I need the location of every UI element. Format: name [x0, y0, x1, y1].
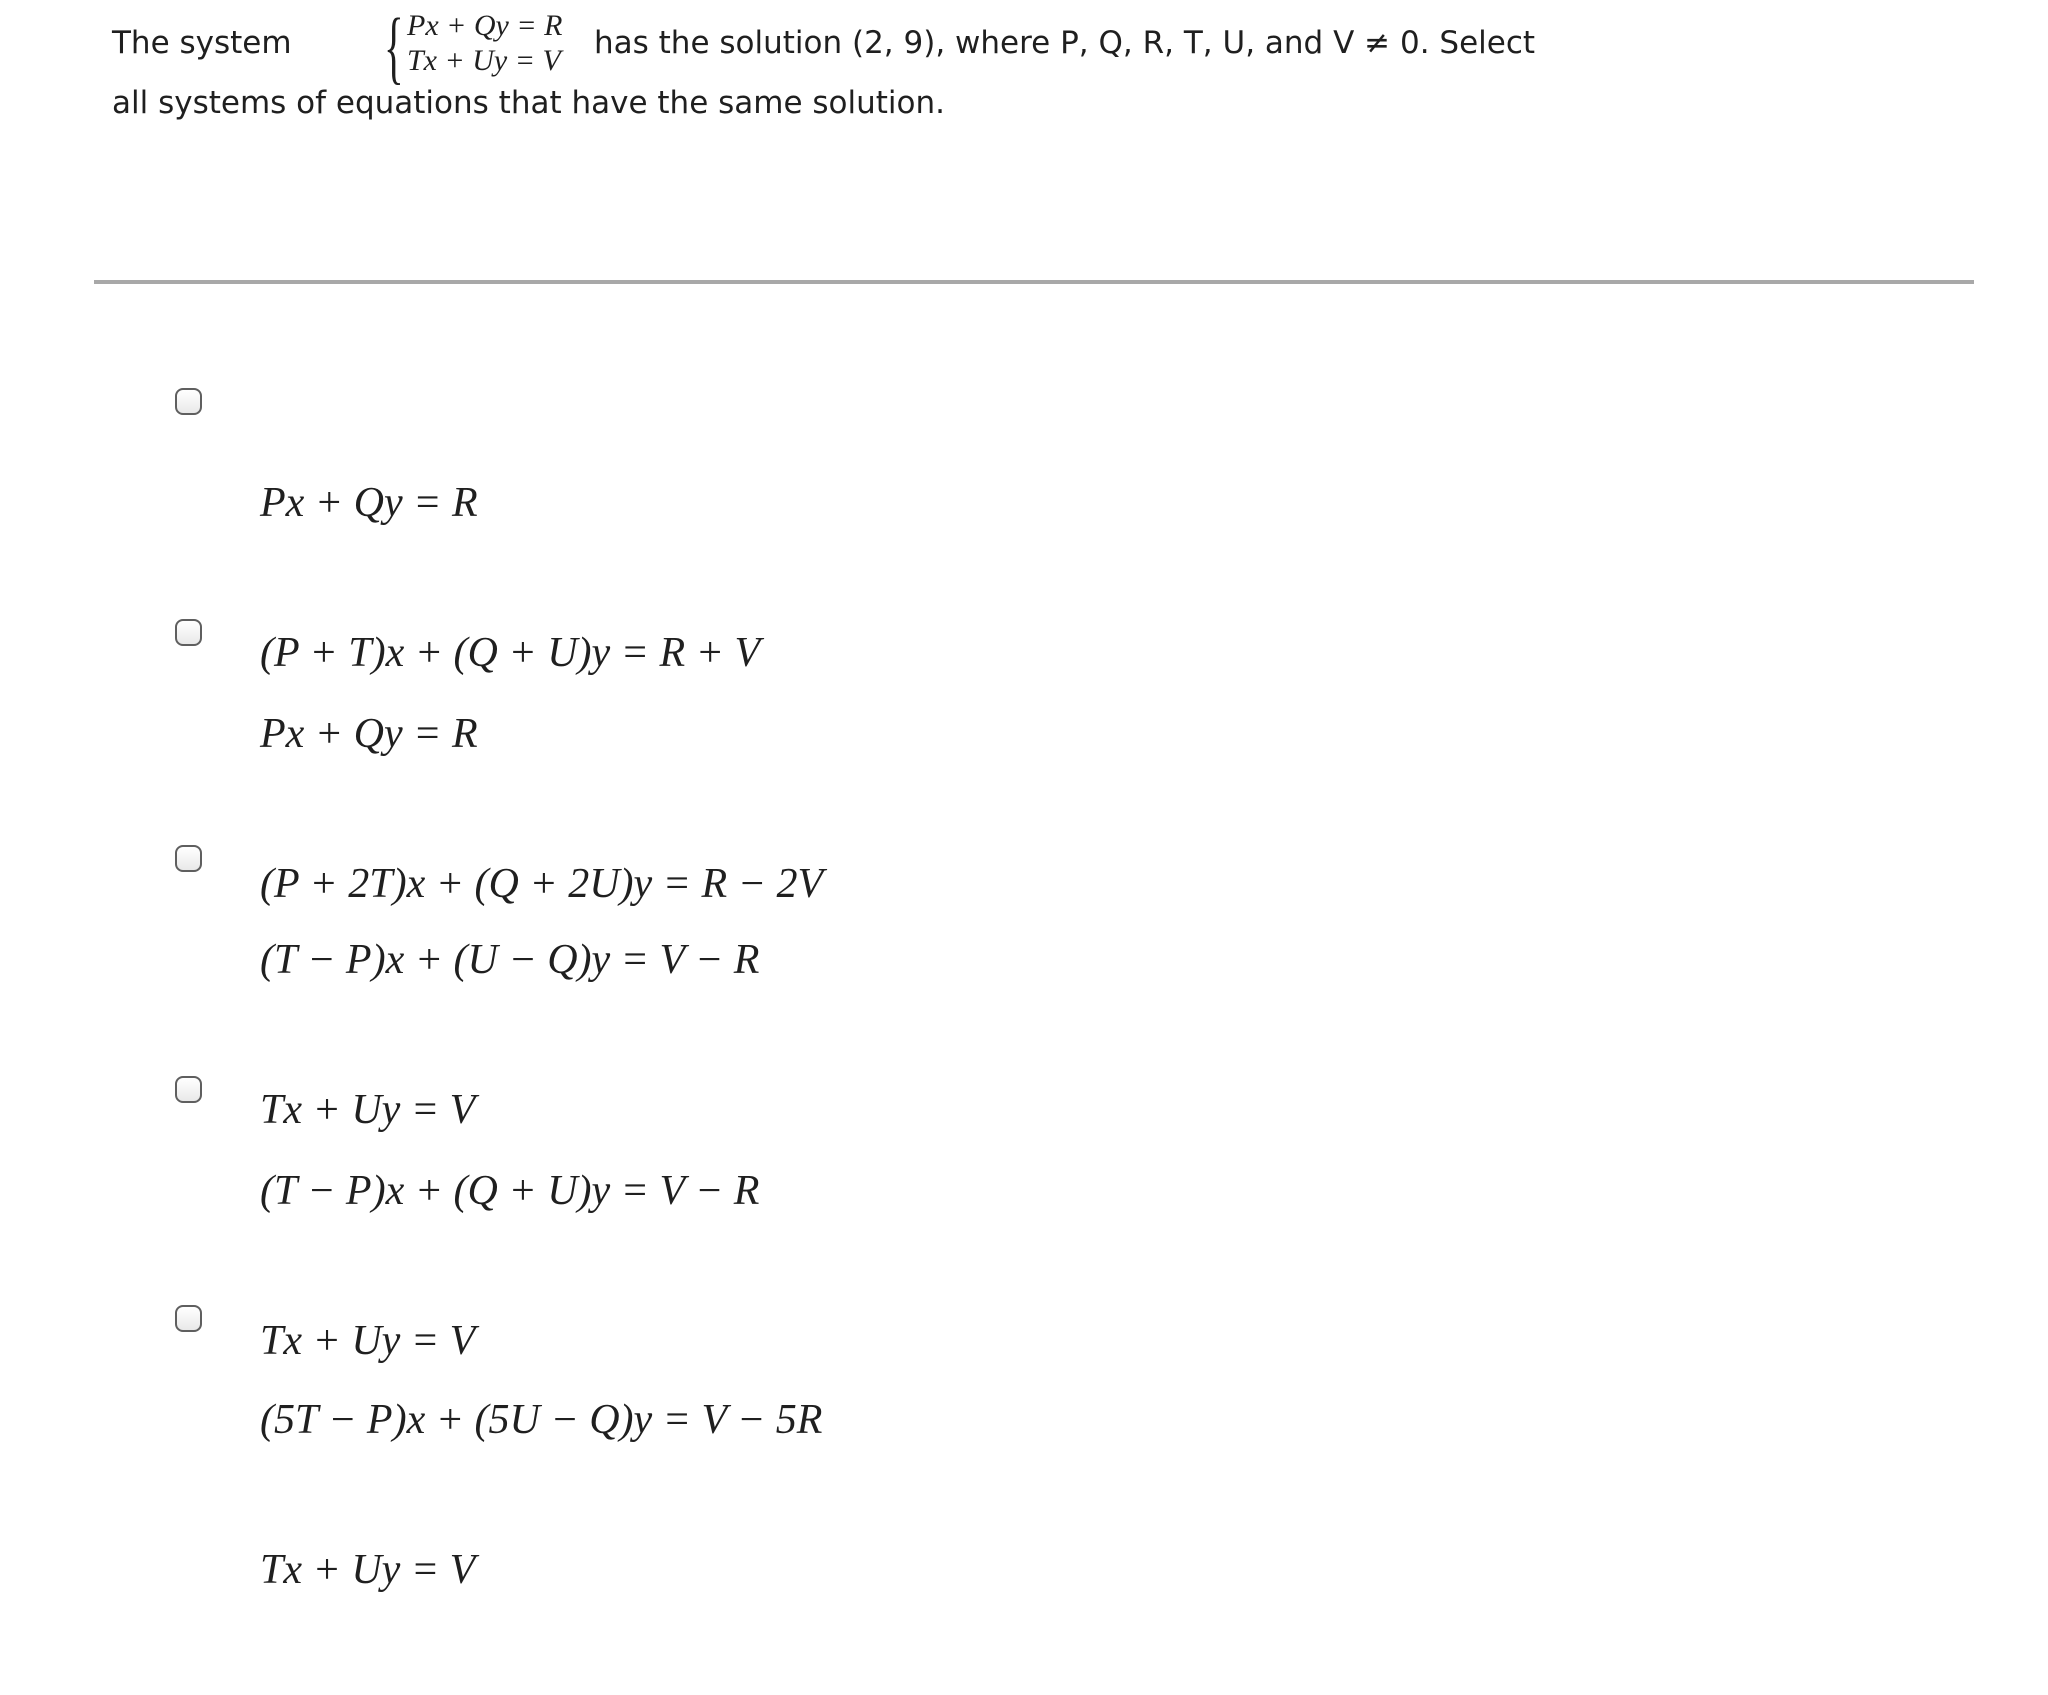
answer-option-4[interactable] [175, 1066, 1375, 1364]
divider [94, 280, 1974, 284]
option-equation-1: (T − P)x + (Q + U)y = V − R [260, 1168, 760, 1214]
option-equation-2: (P + 2T)x + (Q + 2U)y = R − 2V [260, 861, 824, 907]
left-brace: { [384, 1, 404, 92]
option-equation-2: Tx + Uy = V [260, 1547, 476, 1593]
checkbox[interactable] [175, 619, 202, 646]
answer-option-3[interactable] [175, 835, 1375, 1133]
question-tail: has the solution (2, 9), where P, Q, R, T, U, and V ≠ 0. Select [594, 25, 1536, 61]
question-line-2: all systems of equations that have the same solution. [112, 85, 946, 121]
given-equation-1: Px + Qy = R [407, 9, 563, 42]
answer-option-5[interactable] [175, 1295, 1375, 1593]
question-lead: The system [112, 25, 292, 61]
question-line-1 [112, 1, 2012, 92]
option-equation-1: (T − P)x + (U − Q)y = V − R [260, 937, 760, 983]
answer-option-1[interactable] [175, 378, 1375, 676]
option-equation-1: (5T − P)x + (5U − Q)y = V − 5R [260, 1397, 823, 1443]
question-prompt [112, 1, 2012, 123]
option-equations [260, 1295, 822, 1695]
checkbox[interactable] [175, 388, 202, 415]
checkbox[interactable] [175, 1076, 202, 1103]
given-system [407, 8, 562, 78]
checkbox[interactable] [175, 1305, 202, 1332]
answer-option-2[interactable] [175, 609, 1375, 907]
option-equation-1: Px + Qy = R [260, 480, 478, 526]
option-equation-2: Tx + Uy = V [260, 1318, 476, 1364]
given-equation-2: Tx + Uy = V [407, 44, 561, 77]
checkbox[interactable] [175, 845, 202, 872]
option-equation-2: (P + T)x + (Q + U)y = R + V [260, 630, 761, 676]
option-equation-1: Px + Qy = R [260, 711, 478, 757]
option-equation-2: Tx + Uy = V [260, 1087, 476, 1133]
